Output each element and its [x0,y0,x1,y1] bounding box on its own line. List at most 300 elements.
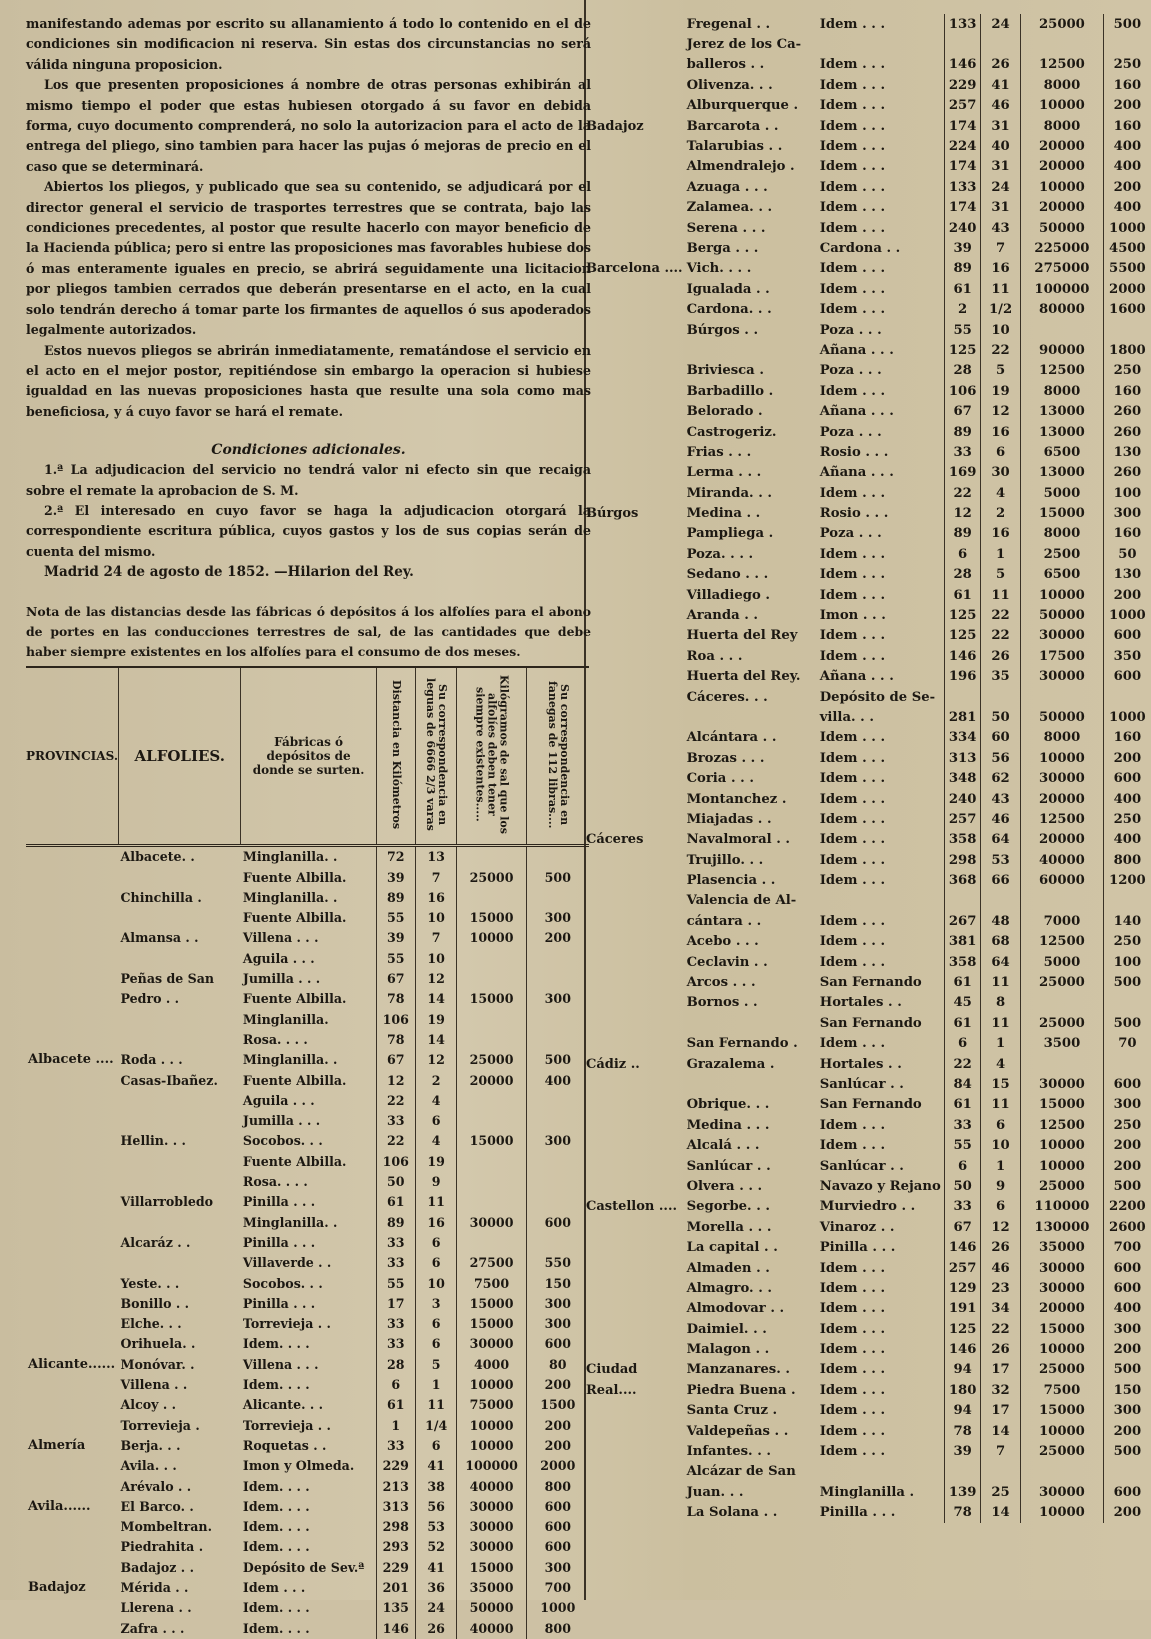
distancia-cell: 257 [945,1258,981,1278]
distancia-cell: 28 [945,361,981,381]
condition: 1.ª La adjudicacion del servicio no tendrá valor ni efecto sin que recaiga sobre el remate la aprobacion de S. M. [26,462,591,498]
distancia-cell: 61 [945,972,981,992]
fanegas-cell: 400 [526,1070,589,1090]
kilogramos-cell: 30000 [457,1334,526,1354]
fabrica-cell: Minglanilla . [819,1484,915,1500]
leguas-cell: 56 [415,1497,457,1517]
fanegas-cell: 400 [1103,157,1151,177]
kilogramos-cell: 10000 [1021,1503,1104,1523]
provincia-cell [584,748,685,768]
table-row [26,867,589,887]
provincia-cell [584,75,685,95]
alfoli-cell [685,340,818,360]
table-row [584,1278,1151,1298]
alfoli-cell: Zafra . . . [120,1620,185,1636]
table-row [26,969,589,989]
fanegas-cell: 1000 [1103,605,1151,625]
fanegas-cell: 150 [526,1273,589,1293]
fanegas-cell: 400 [1103,789,1151,809]
alfoli-cell [685,707,818,727]
alfoli-cell: San Fernando . [686,1036,798,1052]
alfoli-cell: Barcarota . . [686,118,779,134]
fabrica-cell: Torrevieja . . [242,1316,331,1332]
distancia-cell: 33 [376,1233,415,1253]
alfoli-cell: Villadiego . [686,587,770,603]
provincia-cell [26,949,119,969]
provincia-cell [26,1395,119,1415]
fanegas-cell: 4500 [1103,238,1151,258]
distancia-cell: 61 [376,1192,415,1212]
table-row [584,646,1151,666]
fanegas-cell: 250 [1103,809,1151,829]
leguas-cell [981,1462,1021,1482]
header-distancia: Distancia en Kilómetros [389,680,403,830]
table-row [584,789,1151,809]
fabrica-cell: Villaverde . . [242,1255,332,1271]
distancia-cell: 358 [945,830,981,850]
kilogramos-cell: 10000 [457,1375,526,1395]
kilogramos-cell: 25000 [457,1050,526,1070]
kilogramos-cell: 35000 [1021,1237,1104,1257]
kilogramos-cell: 30000 [1021,1278,1104,1298]
fabrica-cell: Depósito de Sev.ª [242,1559,365,1575]
alfoli-cell: Alcaráz . . [120,1234,191,1250]
table-row [26,1355,589,1375]
provincia-cell [584,483,685,503]
alfoli-cell: Fregenal . . [686,16,771,32]
alfoli-cell: Almagro. . . [686,1280,772,1296]
fanegas-cell: 250 [1103,361,1151,381]
fabrica-cell: Idem . . . [819,1280,886,1296]
alfoli-cell: Grazalema . [686,1056,775,1072]
provincia-cell [26,1375,119,1395]
fanegas-cell: 1000 [1103,218,1151,238]
kilogramos-cell: 10000 [1021,1156,1104,1176]
leguas-cell: 41 [981,75,1021,95]
kilogramos-cell [457,1152,526,1172]
fabrica-cell: Rosa. . . . [242,1174,308,1190]
fabrica-cell: Idem . . . [819,261,886,277]
paragraph: Estos nuevos pliegos se abrirán inmediatamente, rematándose el servicio en el acto en el mejor postor, repitiéndose sin embargo la operacion si hubiese igualdad en las nuevas proposiciones hasta que resulte una sola como mas beneficiosa, y á cuyo favor se hará el remate. [26,342,591,419]
provincia-cell [584,34,685,54]
fanegas-cell: 350 [1103,646,1151,666]
kilogramos-cell: 6500 [1021,442,1104,462]
fanegas-cell: 500 [1103,1176,1151,1196]
alfoli-cell: Olivenza. . . [686,77,773,93]
provincia-cell [584,544,685,564]
fanegas-cell: 150 [1103,1380,1151,1400]
fabrica-cell: Poza . . . [819,363,882,379]
alfoli-cell: Berja. . . [120,1437,181,1453]
fanegas-cell: 400 [1103,136,1151,156]
provincia-cell [26,1030,119,1050]
fabrica-cell: Rosio . . . [819,506,889,522]
alfoli-cell: Jerez de los Ca- [686,37,802,53]
provincia-cell [26,1415,119,1435]
fabrica-cell: Pinilla . . . [242,1234,316,1250]
leguas-cell: 64 [981,830,1021,850]
leguas-cell: 17 [981,1360,1021,1380]
provincia-cell [584,381,685,401]
alfoli-cell: Obrique. . . [686,1097,770,1113]
alfoli-cell: Zalamea. . . [686,200,773,216]
fabrica-cell: Idem . . . [819,118,886,134]
kilogramos-cell [457,846,526,868]
alfoli-cell: Cardona. . . [686,302,772,318]
alfoli-cell: Llerena . . [120,1600,192,1616]
fabrica-cell: Poza . . . [819,424,882,440]
leguas-cell: 14 [415,1030,457,1050]
distancia-cell: 6 [945,1156,981,1176]
distancia-cell: 72 [376,846,415,868]
leguas-cell: 38 [415,1476,457,1496]
fanegas-cell: 600 [526,1497,589,1517]
table-row [584,401,1151,421]
fanegas-cell: 50 [1103,544,1151,564]
fanegas-cell: 300 [526,1558,589,1578]
distancia-cell: 281 [945,707,981,727]
leguas-cell: 7 [981,1441,1021,1461]
fanegas-cell: 200 [526,928,589,948]
fanegas-cell [526,1091,589,1111]
provincia-cell [584,932,685,952]
kilogramos-cell: 10000 [1021,585,1104,605]
distancia-cell: 67 [376,969,415,989]
fanegas-cell [526,1233,589,1253]
distancia-cell: 12 [945,503,981,523]
fabrica-cell [818,891,945,911]
kilogramos-cell: 17500 [1021,646,1104,666]
fabrica-cell: Idem . . . [819,1117,886,1133]
fanegas-cell: 600 [1103,1278,1151,1298]
distancia-cell: 125 [945,340,981,360]
alfoli-cell: Medina . . . [686,1117,770,1133]
leguas-cell: 46 [981,96,1021,116]
kilogramos-cell [457,1010,526,1030]
alfoli-cell: Almendralejo . [686,159,795,175]
kilogramos-cell: 20000 [1021,830,1104,850]
table-row [584,1319,1151,1339]
fanegas-cell: 200 [1103,585,1151,605]
alfoli-cell: Villarrobledo [120,1194,214,1210]
right-column [584,14,1151,1523]
fanegas-cell: 800 [526,1618,589,1638]
kilogramos-cell: 50000 [1021,218,1104,238]
distancia-cell [945,891,981,911]
fabrica-cell: Socobos. . . [242,1275,323,1291]
fanegas-cell: 80 [526,1355,589,1375]
fanegas-cell [1103,320,1151,340]
alfoli-cell: Brozas . . . [686,750,765,766]
fanegas-cell: 600 [1103,1482,1151,1502]
kilogramos-cell: 25000 [457,867,526,887]
table-row [584,320,1151,340]
note: Nota de las distancias desde las fábricas ó depósitos á los alfolíes para el abono de portes en las conducciones terrestres de sal, de las cantidades que debe haber siempre existentes en los alfolíes para el consumo de dos meses. [26,604,591,660]
kilogramos-cell: 80000 [1021,299,1104,319]
leguas-cell: 48 [981,911,1021,931]
kilogramos-cell [1021,993,1104,1013]
distancia-cell: 89 [945,259,981,279]
signature: Madrid 24 de agosto de 1852. —Hilarion del Rey. [44,564,414,581]
alfoli-cell [119,908,241,928]
leguas-cell [981,687,1021,707]
fabrica-cell: Idem . . . [819,57,886,73]
distancia-cell: 33 [945,1115,981,1135]
alfoli-cell: Acebo . . . [686,934,759,950]
fanegas-cell: 1000 [526,1598,589,1618]
distancia-cell: 33 [376,1436,415,1456]
alfoli-cell: Olvera . . . [686,1178,763,1194]
table-row [584,952,1151,972]
alfoli-cell [119,1172,241,1192]
alfoli-cell: Daimiel. . . [686,1321,767,1337]
leguas-cell: 10 [981,1135,1021,1155]
distancia-cell: 169 [945,463,981,483]
provincia-cell [584,1237,685,1257]
provincia-cell [584,1421,685,1441]
fanegas-cell [526,1172,589,1192]
kilogramos-cell: 25000 [1021,1360,1104,1380]
leguas-cell: 53 [415,1517,457,1537]
header-fanegas: Su correspondencia en fanegas de 112 libras.... [545,680,571,829]
alfoli-cell: Alcántara . . [686,730,777,746]
provincia-cell [26,846,119,868]
alfoli-cell: Badajoz . . [120,1559,194,1575]
fabrica-cell: Idem . . . [819,159,886,175]
table-row [26,1213,589,1233]
fabrica-cell: Idem . . . [819,852,886,868]
provincia-cell [584,14,685,34]
kilogramos-cell: 225000 [1021,238,1104,258]
fabrica-cell: Villena . . . [242,930,319,946]
distancia-cell: 55 [945,1135,981,1155]
table-row [584,1503,1151,1523]
leguas-cell: 12 [981,401,1021,421]
leguas-cell: 11 [415,1395,457,1415]
fabrica-cell: Idem . . . [819,811,886,827]
provincia-cell: Avila...... [28,1498,91,1514]
distancia-cell: 191 [945,1299,981,1319]
table-row [26,1030,589,1050]
table-row [26,1070,589,1090]
table-row [26,1152,589,1172]
distancia-cell: 174 [945,116,981,136]
provincia-cell: Castellon .... [586,1199,677,1215]
distancia-cell: 67 [376,1050,415,1070]
fanegas-cell: 1600 [1103,299,1151,319]
leguas-cell: 10 [415,908,457,928]
distancia-cell: 267 [945,911,981,931]
table-row [26,1091,589,1111]
provincia-cell [26,1517,119,1537]
provincia-cell [26,1111,119,1131]
kilogramos-cell: 20000 [1021,1299,1104,1319]
provincia-cell [584,1258,685,1278]
table-row [26,888,589,908]
kilogramos-cell: 40000 [457,1476,526,1496]
table-row [584,1115,1151,1135]
distancia-cell: 174 [945,198,981,218]
fanegas-cell: 500 [1103,972,1151,992]
leguas-cell: 24 [981,14,1021,34]
leguas-cell: 11 [415,1192,457,1212]
alfoli-cell [119,1010,241,1030]
fanegas-cell: 500 [1103,14,1151,34]
fanegas-cell: 700 [1103,1237,1151,1257]
kilogramos-cell: 7000 [1021,911,1104,931]
table-row [584,544,1151,564]
leguas-cell: 34 [981,1299,1021,1319]
table-row [26,1578,589,1598]
kilogramos-cell: 12500 [1021,809,1104,829]
distancia-cell: 33 [945,1197,981,1217]
table-row [584,1197,1151,1217]
table-row [584,728,1151,748]
kilogramos-cell: 25000 [1021,1013,1104,1033]
fanegas-cell [526,1192,589,1212]
distancia-cell: 61 [376,1395,415,1415]
leguas-cell: 9 [415,1172,457,1192]
distancia-cell: 50 [376,1172,415,1192]
leguas-cell: 26 [981,55,1021,75]
kilogramos-cell: 15000 [457,989,526,1009]
kilogramos-cell: 50000 [1021,707,1104,727]
kilogramos-cell: 10000 [1021,1339,1104,1359]
table-row [584,667,1151,687]
alfoli-cell: Valencia de Al- [686,893,797,909]
provincia-cell [584,667,685,687]
table-row [26,1395,589,1415]
fabrica-cell: Idem . . . [819,1444,886,1460]
distancia-cell: 240 [945,789,981,809]
leguas-cell: 3 [415,1294,457,1314]
fanegas-cell: 2000 [1103,279,1151,299]
fabrica-cell: Idem . . . [819,934,886,950]
fanegas-cell: 2200 [1103,1197,1151,1217]
distancia-cell: 334 [945,728,981,748]
alfoli-cell: Coria . . . [686,771,754,787]
kilogramos-cell: 30000 [1021,1258,1104,1278]
table-row [584,748,1151,768]
fabrica-cell: Minglanilla. [242,1011,329,1027]
distancia-cell: 213 [376,1476,415,1496]
distancia-cell [945,34,981,54]
left-table-body [26,846,589,1639]
table-row [584,1074,1151,1094]
provincia-cell [26,928,119,948]
distancia-cell: 33 [376,1334,415,1354]
distancia-cell: 89 [945,422,981,442]
table-row [584,565,1151,585]
fanegas-cell: 250 [1103,932,1151,952]
table-row [26,846,589,868]
alfoli-cell: Albacete. . [120,849,195,865]
table-row [26,1375,589,1395]
table-row [584,768,1151,788]
alfoli-cell: Almansa . . [120,930,199,946]
fanegas-cell [526,846,589,868]
fabrica-cell: villa. . . [819,709,874,725]
kilogramos-cell: 30000 [457,1517,526,1537]
table-row [584,361,1151,381]
distancia-cell: 229 [376,1456,415,1476]
kilogramos-cell: 15000 [457,908,526,928]
distancia-cell: 22 [376,1091,415,1111]
provincia-cell [26,1152,119,1172]
leguas-cell: 43 [981,789,1021,809]
kilogramos-cell: 100000 [457,1456,526,1476]
fabrica-cell: Idem . . . [819,1362,886,1378]
provincia-cell [584,361,685,381]
alfoli-cell: La Solana . . [686,1505,778,1521]
distancia-cell: 174 [945,157,981,177]
table-row [584,524,1151,544]
distancia-cell: 61 [945,585,981,605]
distancia-cell: 22 [945,1054,981,1074]
leguas-cell: 12 [981,1217,1021,1237]
table-row [26,1131,589,1151]
kilogramos-cell: 5000 [1021,952,1104,972]
table-row [584,891,1151,911]
leguas-cell: 6 [981,442,1021,462]
kilogramos-cell [1021,891,1104,911]
fabrica-cell: Idem . . . [819,281,886,297]
leguas-cell: 13 [415,846,457,868]
provincia-cell: Albacete .... [28,1052,114,1068]
alfoli-cell: Santa Cruz . [686,1403,778,1419]
alfoli-cell: Juan. . . [686,1484,744,1500]
alfoli-cell: Poza. . . . [686,546,754,562]
fabrica-cell: Pinilla . . . [242,1295,316,1311]
fanegas-cell: 160 [1103,381,1151,401]
provincia-cell [584,1441,685,1461]
alfoli-cell: Miajadas . . [686,811,772,827]
provincia-cell [584,1095,685,1115]
kilogramos-cell: 30000 [1021,1482,1104,1502]
fanegas-cell: 250 [1103,1115,1151,1135]
table-row [584,850,1151,870]
provincia-cell [26,1476,119,1496]
fanegas-cell: 100 [1103,483,1151,503]
leguas-cell: 2 [981,503,1021,523]
leguas-cell: 66 [981,870,1021,890]
provincia-cell [584,157,685,177]
fabrica-cell: Idem. . . . [242,1519,310,1535]
kilogramos-cell: 90000 [1021,340,1104,360]
fabrica-cell: Idem . . . [819,200,886,216]
fanegas-cell: 600 [526,1537,589,1557]
provincia-cell [26,1334,119,1354]
provincia-cell [584,585,685,605]
distancia-cell: 78 [376,989,415,1009]
table-row [26,1537,589,1557]
kilogramos-cell: 25000 [1021,14,1104,34]
provincia-cell [584,340,685,360]
kilogramos-cell [1021,320,1104,340]
fanegas-cell: 200 [1103,1156,1151,1176]
distancia-cell: 146 [945,1339,981,1359]
table-row [26,1233,589,1253]
kilogramos-cell: 15000 [457,1294,526,1314]
leguas-cell: 1 [981,1034,1021,1054]
table-row [584,503,1151,523]
fabrica-cell: Idem . . . [819,954,886,970]
table-row [584,96,1151,116]
provincia-cell [584,96,685,116]
kilogramos-cell [457,1172,526,1192]
provincia-cell [26,1456,119,1476]
distancia-cell: 313 [945,748,981,768]
